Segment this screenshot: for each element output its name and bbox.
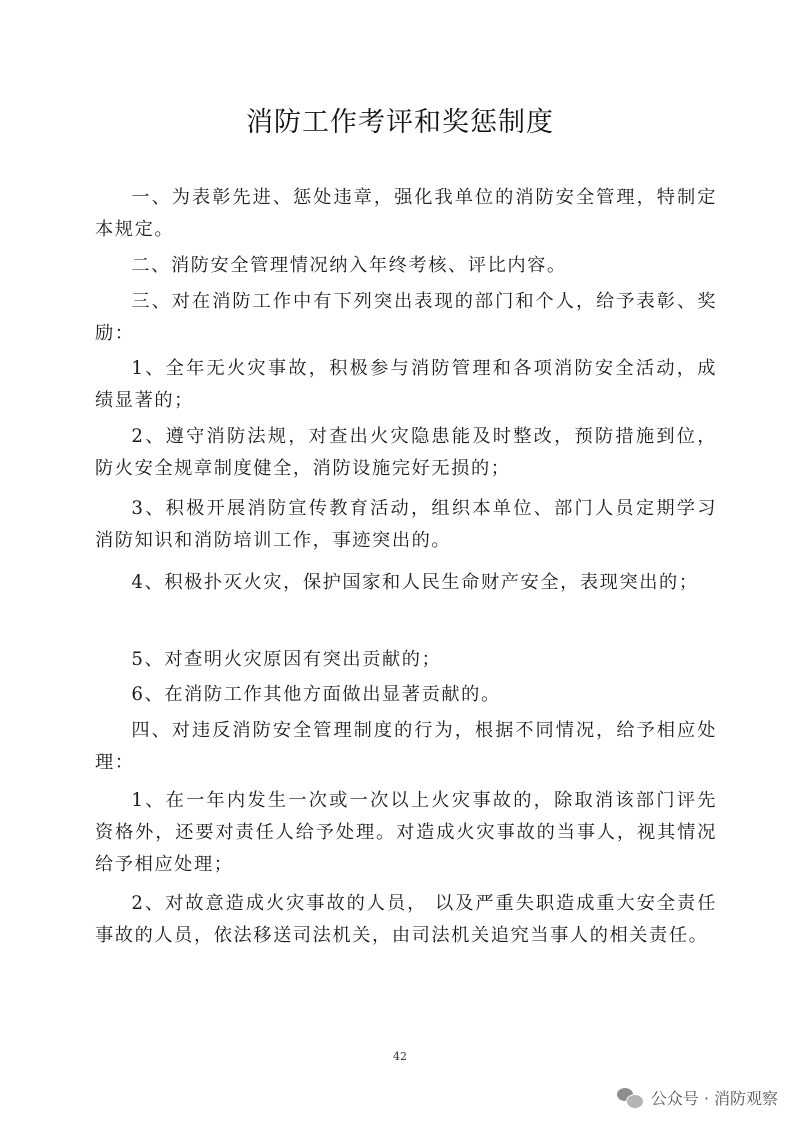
page-number: 42 <box>393 1050 407 1063</box>
paragraph-1: 一、为表彰先进、惩处违章，强化我单位的消防安全管理，特制定本规定。 <box>95 187 717 240</box>
paragraph-8: 5、对查明火灾原因有突出贡献的； <box>131 649 442 670</box>
wechat-icon <box>617 1088 643 1108</box>
watermark <box>617 1086 778 1109</box>
paragraph-11: 1、在一年内发生一次或一次以上火灾事故的，除取消该部门评先资格外，还要对责任人给予处理。对造成火灾事故的当事人，视其情况给予相应处理； <box>95 790 717 875</box>
paragraph-5: 2、遵守消防法规，对查出火灾隐患能及时整改，预防措施到位，防火安全规章制度健全，消防设施完好无损的； <box>95 426 717 479</box>
paragraph-7: 4、积极扑灭火灾，保护国家和人民生命财产安全，表现突出的； <box>131 572 699 593</box>
document-title: 消防工作考评和奖惩制度 <box>246 107 554 138</box>
paragraph-12: 2、对故意造成火灾事故的人员， 以及严重失职造成重大安全责任事故的人员，依法移送司法机关，由司法机关追究当事人的相关责任。 <box>95 893 717 946</box>
paragraph-9: 6、在消防工作其他方面做出显著贡献的。 <box>131 684 501 705</box>
paragraph-2: 二、消防安全管理情况纳入年终考核、评比内容。 <box>131 255 567 276</box>
paragraph-4: 1、全年无火灾事故，积极参与消防管理和各项消防安全活动，成绩显著的； <box>95 358 717 411</box>
paragraph-3: 三、对在消防工作中有下列突出表现的部门和个人，给予表彰、奖励： <box>95 291 717 344</box>
paragraph-10: 四、对违反消防安全管理制度的行为，根据不同情况，给予相应处理： <box>95 720 717 773</box>
watermark-text: 公众号 · 消防观察 <box>650 1089 778 1108</box>
paragraph-6: 3、积极开展消防宣传教育活动，组织本单位、部门人员定期学习消防知识和消防培训工作，事迹突出的。 <box>95 498 717 551</box>
